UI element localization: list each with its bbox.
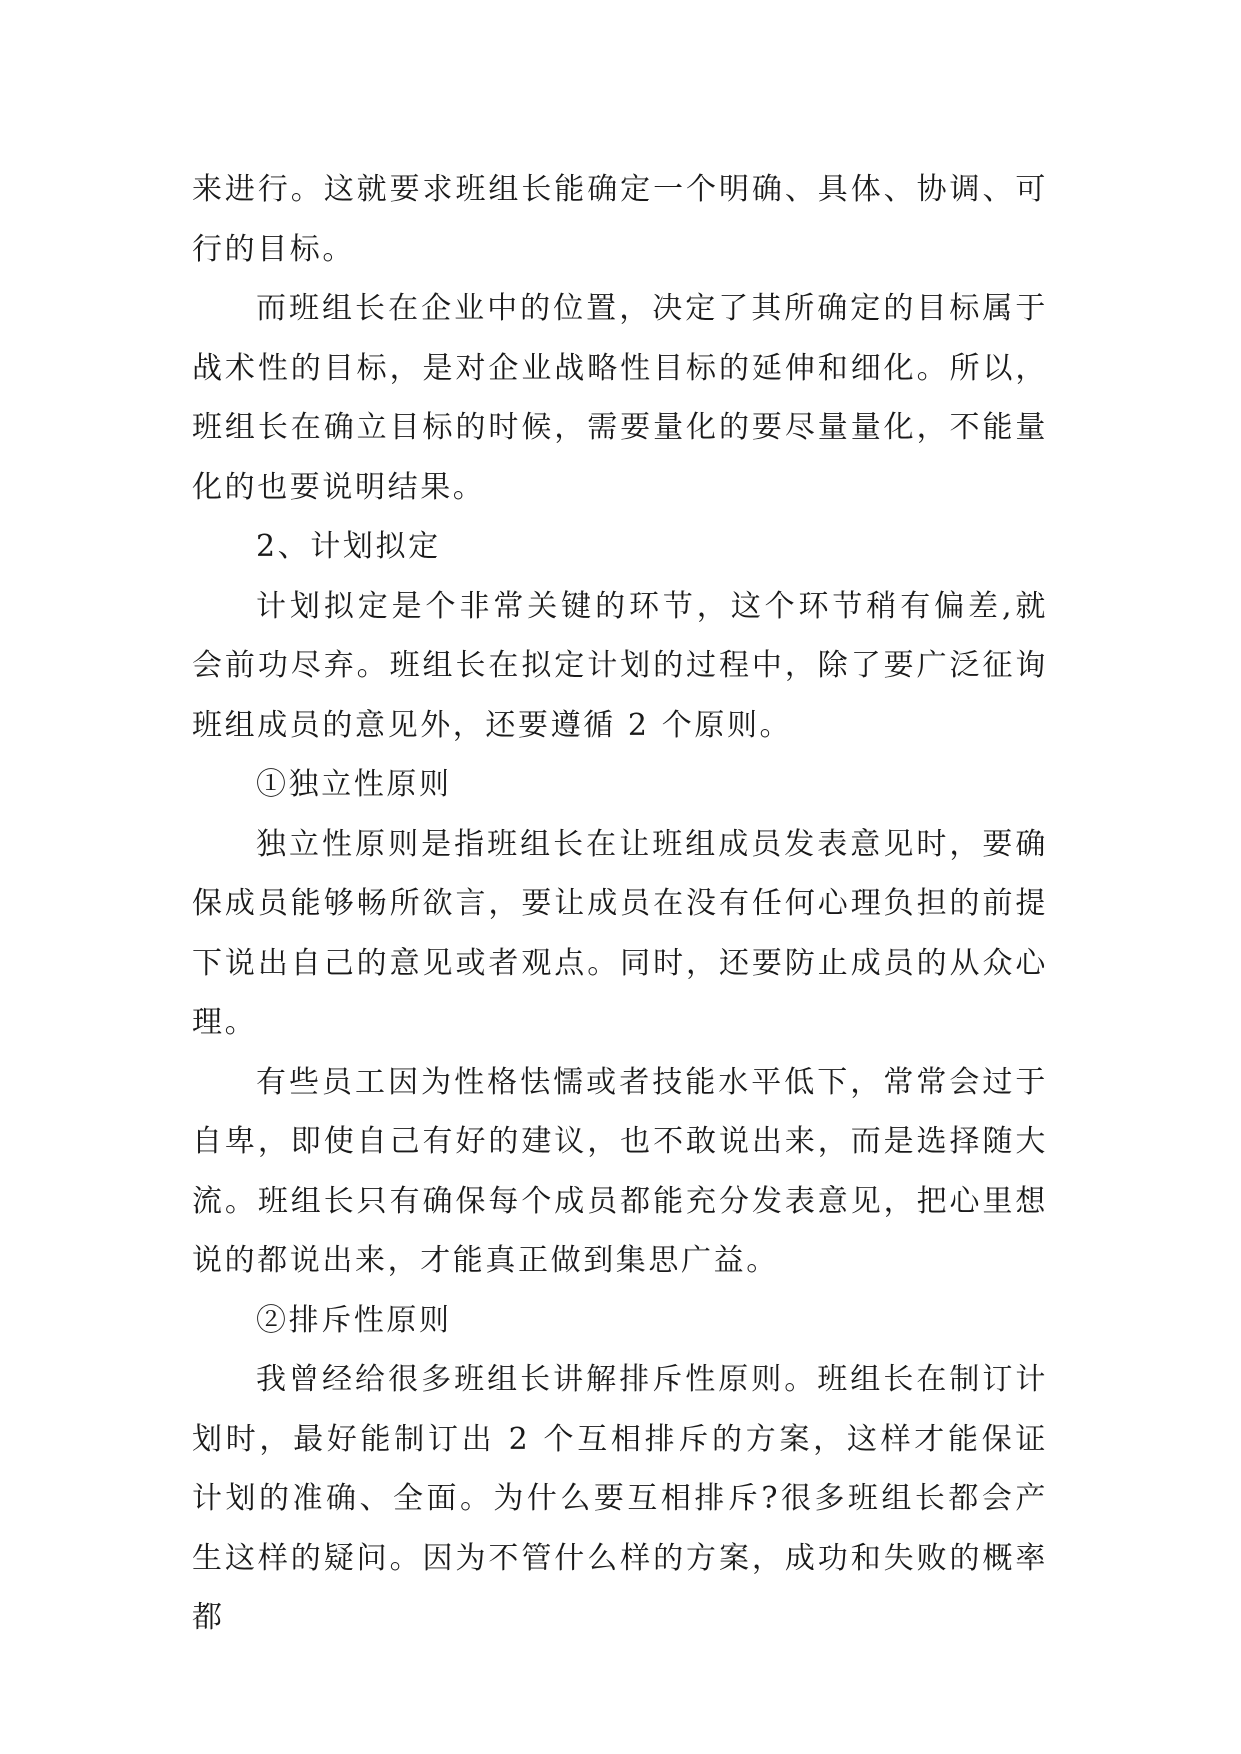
paragraph-exclusivity-principle: 我曾经给很多班组长讲解排斥性原则。班组长在制订计划时，最好能制订出 2 个互相排斥的方案，这样才能保证计划的准确、全面。为什么要互相排斥?很多班组长都会产生这样的疑问。因为不管什么样的方案，成功和失败的概率都 [192,1362,1048,1635]
paragraph-timid-employees: 有些员工因为性格怯懦或者技能水平低下，常常会过于自卑，即使自己有好的建议，也不敢说出来，而是选择随大流。班组长只有确保每个成员都能充分发表意见，把心里想说的都说出来，才能真正做到集思广益。 [192,1064,1048,1278]
paragraph-independence-principle: 独立性原则是指班组长在让班组成员发表意见时，要确保成员能够畅所欲言，要让成员在没有任何心理负担的前提下说出自己的意见或者观点。同时，还要防止成员的从众心理。 [192,826,1048,1040]
principle-heading-exclusivity: ②排斥性原则 [256,1302,452,1338]
paragraph-plan-intro: 计划拟定是个非常关键的环节，这个环节稍有偏差,就会前功尽弃。班组长在拟定计划的过程中，除了要广泛征询班组成员的意见外，还要遵循 2 个原则。 [192,588,1048,743]
principle-heading-independence: ①独立性原则 [256,767,452,802]
section-heading-plan: 2、计划拟定 [256,529,441,564]
paragraph-tactical-goals: 而班组长在企业中的位置，决定了其所确定的目标属于战术性的目标，是对企业战略性目标的延伸和细化。所以，班组长在确立目标的时候，需要量化的要尽量量化，不能量化的也要说明结果。 [192,291,1048,505]
document-body [192,160,1048,1648]
paragraph-goal-continuation: 来进行。这就要求班组长能确定一个明确、具体、协调、可行的目标。 [192,172,1048,267]
